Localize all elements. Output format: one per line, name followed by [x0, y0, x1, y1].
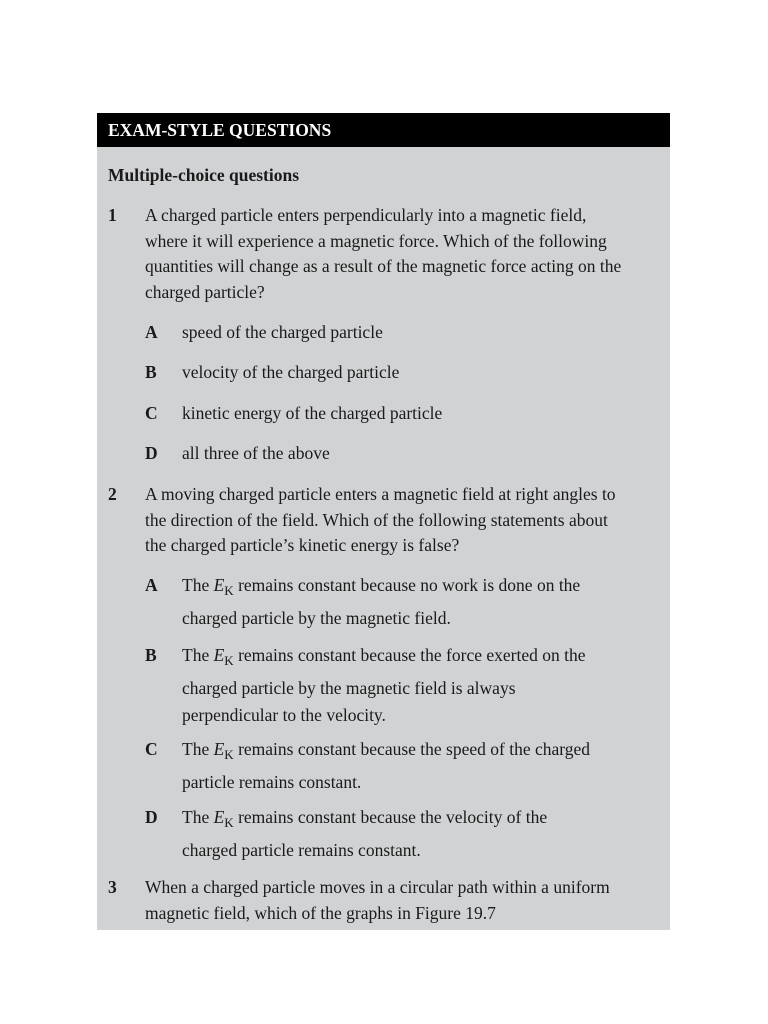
- option-letter: B: [145, 645, 157, 665]
- question-2-option-c: [145, 736, 605, 796]
- option-letter: A: [145, 575, 158, 595]
- question-number: 1: [108, 205, 117, 225]
- question-text: A moving charged particle enters a magnetic field at right angles to the direction of the field. Which of the following statements about the charged particle’s kinetic energy is false?: [145, 484, 616, 555]
- question-2-option-b: [145, 642, 605, 730]
- option-letter: C: [145, 739, 158, 759]
- option-text: speed of the charged particle: [182, 322, 383, 342]
- option-letter: C: [145, 403, 158, 423]
- section-subheading: Multiple-choice questions: [108, 165, 300, 185]
- option-text: velocity of the charged particle: [182, 362, 400, 382]
- question-text: When a charged particle moves in a circular path within a uniform magnetic field, which of the graphs in Figure 19.7: [145, 877, 610, 923]
- question-1-option-d: [145, 440, 605, 468]
- option-letter: D: [145, 807, 158, 827]
- option-text: The $E_K$ remains constant because the force exerted on the charged particle by the magnetic field is always perpendicular to the velocity.: [182, 645, 586, 725]
- question-1: [108, 203, 628, 305]
- question-3: [108, 875, 628, 926]
- option-text: kinetic energy of the charged particle: [182, 403, 443, 423]
- question-1-option-a: [145, 319, 605, 347]
- option-text: The $E_K$ remains constant because the speed of the charged particle remains constant.: [182, 739, 591, 792]
- question-text: A charged particle enters perpendicularly into a magnetic field, where it will experience a magnetic force. Which of the following quantities will change as a result of the magnetic force acting on the charged particle?: [145, 205, 622, 302]
- option-text: The $E_K$ remains constant because no work is done on the charged particle by the magnetic field.: [182, 575, 581, 628]
- option-text: all three of the above: [182, 443, 330, 463]
- question-2: [108, 482, 628, 559]
- question-2-option-a: [145, 572, 605, 632]
- question-1-option-c: [145, 400, 605, 428]
- kinetic-energy-symbol: $E_K$: [213, 575, 234, 598]
- question-number: 2: [108, 484, 117, 504]
- kinetic-energy-symbol: $E_K$: [213, 645, 234, 668]
- option-letter: D: [145, 443, 158, 463]
- question-number: 3: [108, 877, 117, 897]
- option-text: The $E_K$ remains constant because the velocity of the charged particle remains constant.: [182, 807, 548, 860]
- section-header: EXAM-STYLE QUESTIONS: [97, 113, 670, 147]
- question-1-option-b: [145, 359, 605, 387]
- question-2-option-d: [145, 804, 605, 864]
- option-letter: B: [145, 362, 157, 382]
- option-letter: A: [145, 322, 158, 342]
- kinetic-energy-symbol: $E_K$: [213, 807, 234, 830]
- kinetic-energy-symbol: $E_K$: [213, 739, 234, 762]
- exam-questions-box: [97, 113, 670, 930]
